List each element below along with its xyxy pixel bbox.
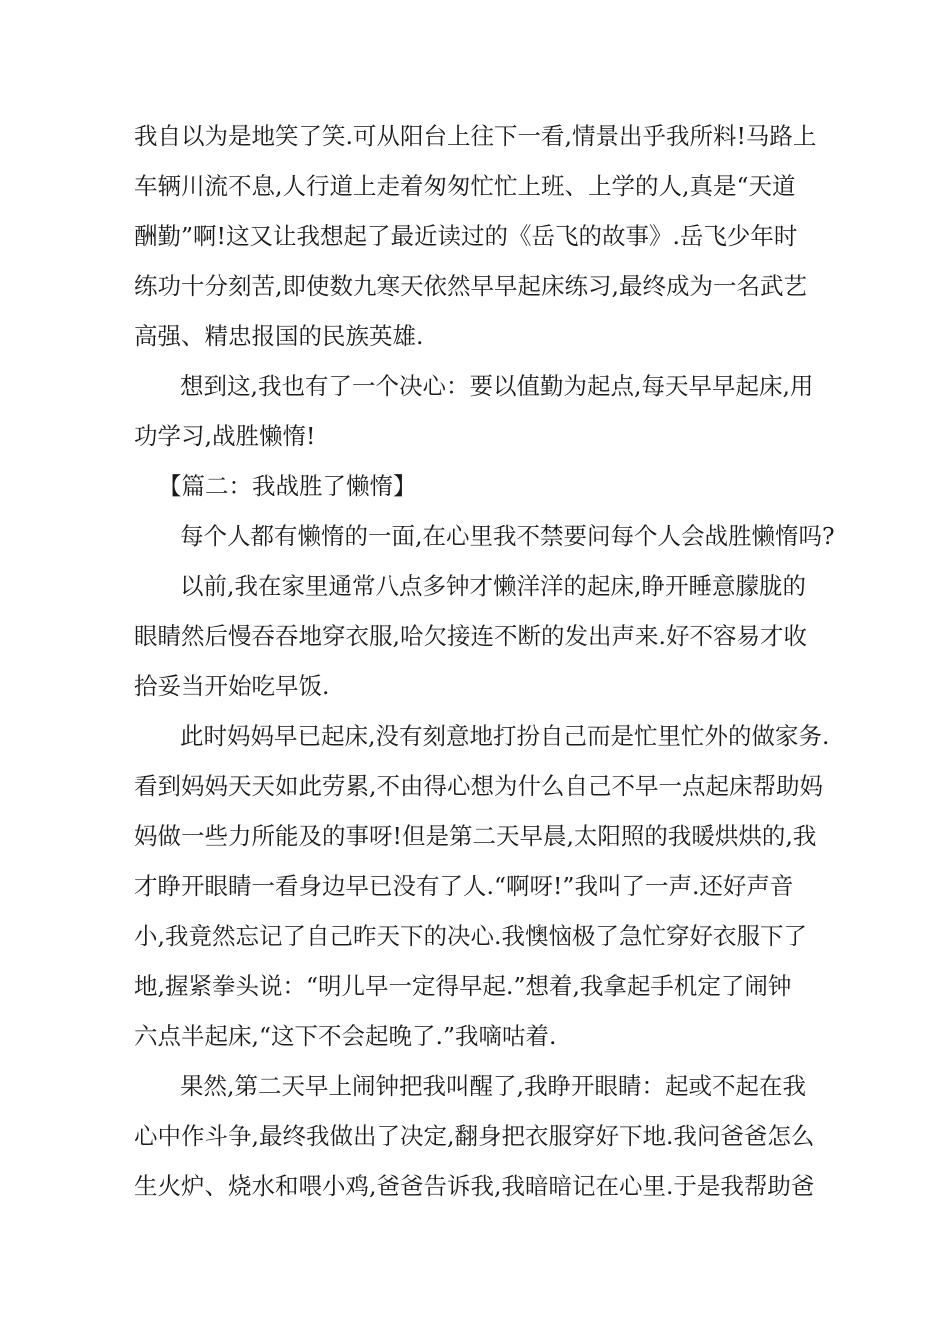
text-line: 拾妥当开始吃早饭. <box>134 672 330 700</box>
text-line: 练功十分刻苦,即使数九寒天依然早早起床练习,最终成为一名武艺 <box>134 272 807 300</box>
text-line: 以前,我在家里通常八点多钟才懒洋洋的起床,睁开睡意朦胧的 <box>180 572 806 600</box>
text-line: 高强、精忠报国的民族英雄. <box>134 322 424 350</box>
text-line: 我自以为是地笑了笑.可从阳台上往下一看,情景出乎我所料!马路上 <box>134 122 817 150</box>
text-line: 车辆川流不息,人行道上走着匆匆忙忙上班、上学的人,真是“天道 <box>134 172 796 200</box>
text-line: 地,握紧拳头说：“明儿早一定得早起.”想着,我拿起手机定了闹钟 <box>134 972 792 1000</box>
text-line: 妈做一些力所能及的事呀!但是第二天早晨,太阳照的我暖烘烘的,我 <box>134 822 817 850</box>
text-line: 想到这,我也有了一个决心：要以值勤为起点,每天早早起床,用 <box>180 372 814 400</box>
text-line: 小,我竟然忘记了自己昨天下的决心.我懊恼极了急忙穿好衣服下了 <box>134 922 807 950</box>
text-line: 六点半起床,“这下不会起晚了.”我嘀咕着. <box>134 1022 557 1050</box>
text-line: 此时妈妈早已起床,没有刻意地打扮自己而是忙里忙外的做家务. <box>180 722 830 750</box>
text-line: 生火炉、烧水和喂小鸡,爸爸告诉我,我暗暗记在心里.于是我帮助爸 <box>134 1172 815 1200</box>
text-line: 酬勤”啊!这又让我想起了最近读过的《岳飞的故事》.岳飞少年时 <box>134 222 798 250</box>
text-line: 看到妈妈天天如此劳累,不由得心想为什么自己不早一点起床帮助妈 <box>134 772 823 800</box>
text-line: 功学习,战胜懒惰! <box>134 422 316 450</box>
text-line: 每个人都有懒惰的一面,在心里我不禁要问每个人会战胜懒惰吗? <box>180 522 835 550</box>
text-line: 才睁开眼睛一看身边早已没有了人.“啊呀!”我叫了一声.还好声音 <box>134 872 794 900</box>
text-line: 眼睛然后慢吞吞地穿衣服,哈欠接连不断的发出声来.好不容易才收 <box>134 622 807 650</box>
section-heading: 【篇二：我战胜了懒惰】 <box>158 472 417 500</box>
text-line: 心中作斗争,最终我做出了决定,翻身把衣服穿好下地.我问爸爸怎么 <box>134 1122 815 1150</box>
text-line: 果然,第二天早上闹钟把我叫醒了,我睁开眼睛：起或不起在我 <box>180 1072 806 1100</box>
